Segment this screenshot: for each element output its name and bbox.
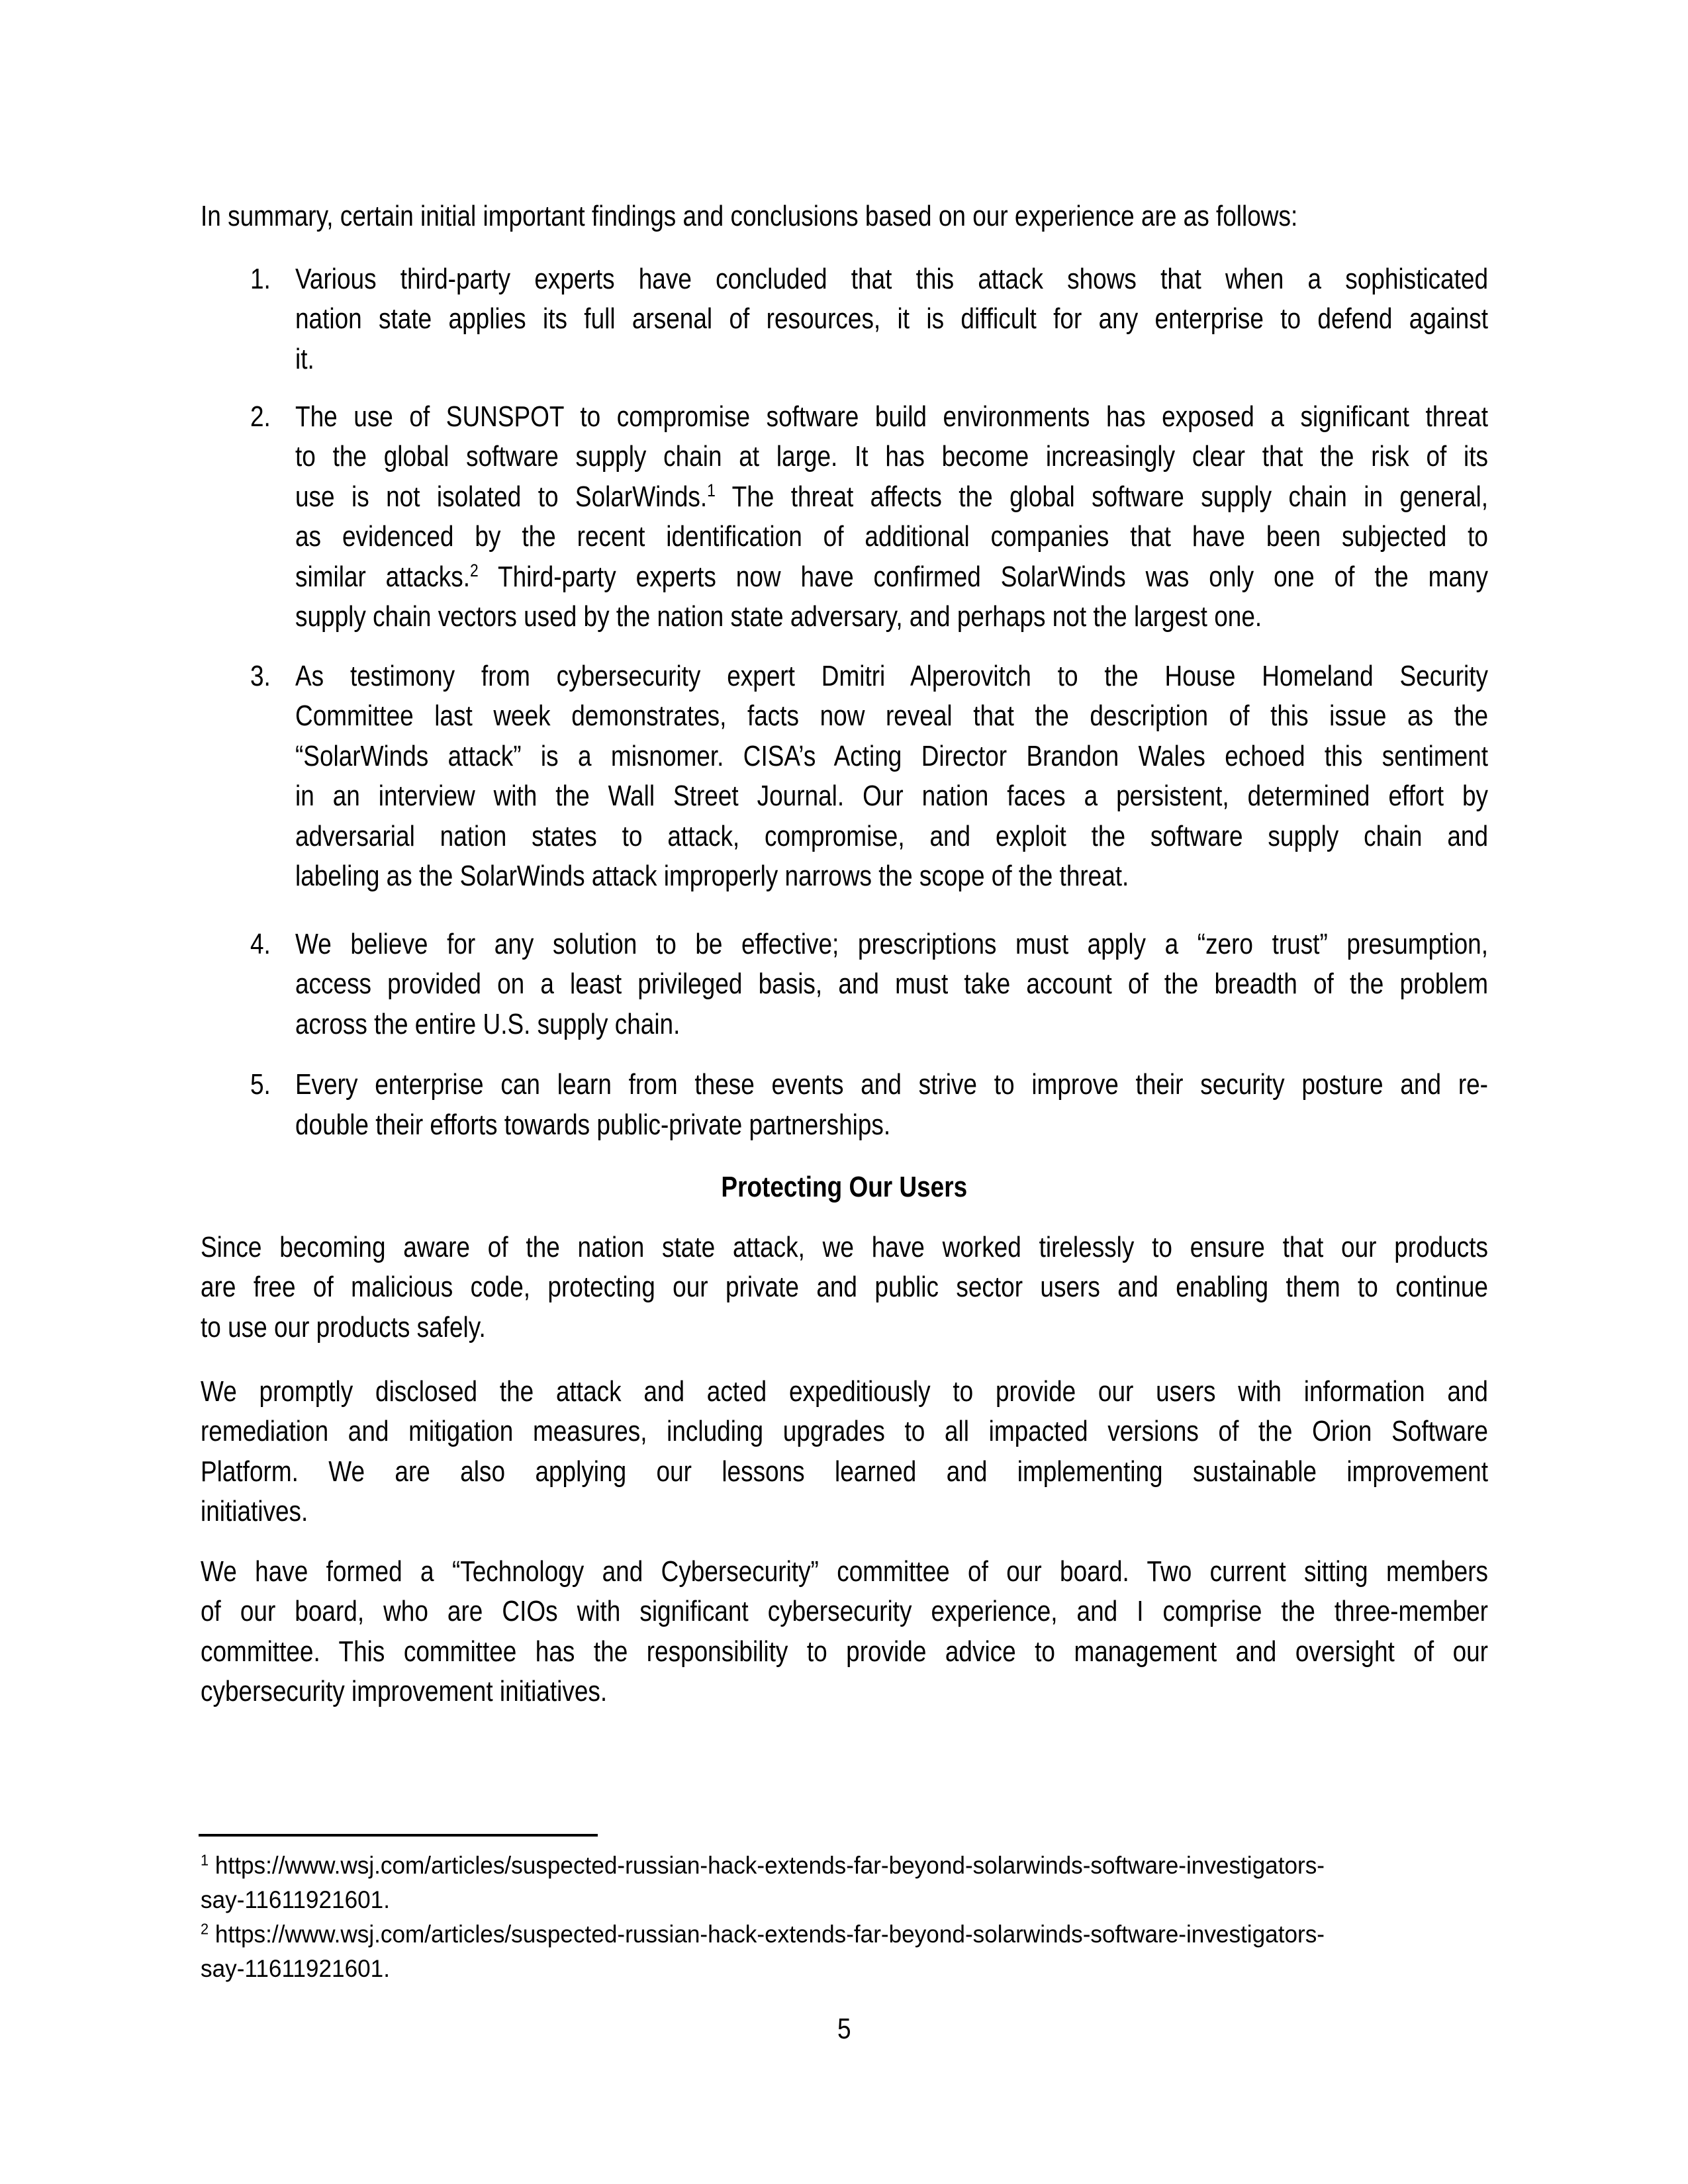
footnote-url-text: say-11611921601.: [201, 1886, 390, 1913]
footnote-line: [201, 1883, 1488, 1917]
text-line: [295, 925, 1488, 965]
footnote-line-content: [201, 1917, 1325, 1952]
text-line-content: Since becoming aware of the nation state attack, we have worked tirelessly to ensure that our products: [201, 1230, 1488, 1263]
text-segment: use is not isolated to SolarWinds.: [295, 480, 708, 513]
text-line: [295, 340, 1488, 380]
text-segment: The threat affects the global software supply chain in general,: [715, 480, 1489, 513]
list-item-text: [295, 259, 1488, 380]
text-line: [295, 477, 1488, 518]
text-line-content: Committee last week demonstrates, facts now reveal that the description of this issue as the: [295, 700, 1488, 732]
text-line-content: supply chain vectors used by the nation state adversary, and perhaps not the largest one.: [295, 600, 1262, 633]
list-item-text: [295, 925, 1488, 1045]
text-line: [295, 1065, 1488, 1105]
text-segment: Third-party experts now have confirmed SolarWinds was only one of the many: [478, 560, 1488, 593]
text-line-content: We promptly disclosed the attack and acted expeditiously to provide our users with information and: [201, 1375, 1488, 1408]
text-line-content: are free of malicious code, protecting our private and public sector users and enabling them to continue: [201, 1271, 1488, 1303]
footnote-marker: 1: [201, 1851, 209, 1869]
text-line: [295, 259, 1488, 300]
text-line: [295, 437, 1488, 477]
text-line-content: double their efforts towards public-private partnerships.: [295, 1108, 891, 1141]
text-line-content: labeling as the SolarWinds attack improperly narrows the scope of the threat.: [295, 860, 1129, 892]
list-item-text: [295, 397, 1488, 637]
footnote: [201, 1848, 1488, 1917]
text-line: [295, 299, 1488, 340]
paragraph: [201, 1552, 1488, 1712]
text-line: [201, 1228, 1488, 1268]
text-line-content: We have formed a “Technology and Cybersecurity” committee of our board. Two current sitting members: [201, 1555, 1488, 1588]
footnote-url-text: say-11611921601.: [201, 1955, 390, 1982]
text-line-content: As testimony from cybersecurity expert Dmitri Alperovitch to the House Homeland Security: [295, 659, 1488, 692]
footnote-line-content: [201, 1952, 390, 1986]
footnote-marker: 2: [201, 1920, 209, 1938]
text-line: [201, 1632, 1488, 1672]
text-line-content: cybersecurity improvement initiatives.: [201, 1675, 608, 1707]
footnote-line: [201, 1917, 1488, 1952]
text-line: [201, 1672, 1488, 1712]
text-line-content: Various third-party experts have concluded that this attack shows that when a sophisticated: [295, 262, 1488, 295]
page-number-text: 5: [837, 2013, 851, 2045]
list-item-text: [295, 657, 1488, 897]
text-line-content: “SolarWinds attack” is a misnomer. CISA’s Acting Director Brandon Wales echoed this sentiment: [295, 739, 1488, 772]
text-line-content: of our board, who are CIOs with significant cybersecurity experience, and I comprise the three-member: [201, 1595, 1488, 1627]
text-line-content: remediation and mitigation measures, including upgrades to all impacted versions of the Orion Software: [201, 1415, 1488, 1447]
text-line: [295, 517, 1488, 557]
text-line-content: adversarial nation states to attack, compromise, and exploit the software supply chain and: [295, 819, 1488, 852]
footnote-separator: [199, 1834, 598, 1837]
text-line: [295, 776, 1488, 817]
text-line: [201, 1412, 1488, 1452]
text-line: [201, 1492, 1488, 1532]
text-line: [201, 1552, 1488, 1592]
text-line-content: to use our products safely.: [201, 1310, 486, 1343]
text-line: [295, 964, 1488, 1005]
text-line-content: [295, 557, 1488, 598]
footnote-url-text: https://www.wsj.com/articles/suspected-russian-hack-extends-far-beyond-solarwinds-software-investigators-: [209, 1921, 1325, 1948]
text-line-content: to the global software supply chain at large. It has become increasingly clear that the risk of its: [295, 440, 1488, 473]
footnote-url-text: https://www.wsj.com/articles/suspected-russian-hack-extends-far-beyond-solarwinds-software-investigators-: [209, 1852, 1325, 1879]
paragraph: [201, 1228, 1488, 1348]
text-line-content: nation state applies its full arsenal of resources, it is difficult for any enterprise to defend against: [295, 302, 1488, 335]
text-line: [201, 197, 1488, 237]
text-line-content: [295, 477, 1488, 518]
paragraph: [201, 1372, 1488, 1532]
footnote-line-content: [201, 1848, 1325, 1883]
text-line: [295, 696, 1488, 737]
text-line-content: it.: [295, 342, 314, 375]
text-line: [295, 737, 1488, 777]
section-heading-text: Protecting Our Users: [721, 1171, 968, 1203]
text-line-content: The use of SUNSPOT to compromise software build environments has exposed a significant threat: [295, 400, 1488, 433]
footnote-line: [201, 1952, 1488, 1986]
text-line: [201, 1267, 1488, 1308]
text-line-content: We believe for any solution to be effective; prescriptions must apply a “zero trust” presumption,: [295, 927, 1488, 960]
page-number: [201, 2009, 1488, 2050]
text-line: [201, 1592, 1488, 1632]
text-line: [295, 856, 1488, 897]
text-line: [295, 397, 1488, 437]
text-line: [295, 557, 1488, 598]
section-heading: [201, 1167, 1488, 1208]
text-line-content: In summary, certain initial important findings and conclusions based on our experience are as follows:: [201, 200, 1298, 232]
footnote-reference: 2: [470, 559, 479, 580]
text-line: [295, 1105, 1488, 1146]
text-line-content: committee. This committee has the responsibility to provide advice to management and oversight of our: [201, 1635, 1488, 1668]
text-line: [295, 597, 1488, 637]
footnote-reference: 1: [707, 479, 716, 500]
footnote: [201, 1917, 1488, 1986]
list-item-number: 4.: [250, 927, 271, 960]
footnote-line-content: [201, 1883, 390, 1917]
text-line: [295, 1005, 1488, 1045]
text-line: [295, 657, 1488, 697]
list-item-text: [295, 1065, 1488, 1145]
text-line-content: Platform. We are also applying our lessons learned and implementing sustainable improvement: [201, 1455, 1488, 1488]
text-line: [201, 1308, 1488, 1348]
footnotes: [201, 1848, 1488, 1986]
footnote-line: [201, 1848, 1488, 1883]
text-line-content: access provided on a least privileged basis, and must take account of the breadth of the problem: [295, 968, 1488, 1000]
text-line: [201, 1372, 1488, 1412]
text-segment: similar attacks.: [295, 560, 471, 593]
text-line-content: as evidenced by the recent identification of additional companies that have been subjected to: [295, 520, 1488, 553]
text-line-content: in an interview with the Wall Street Journal. Our nation faces a persistent, determined effort by: [295, 780, 1488, 812]
list-item-number: 5.: [250, 1068, 271, 1101]
list-item-number: 2.: [250, 400, 271, 433]
list-item-number: 3.: [250, 659, 271, 692]
text-line: [201, 1452, 1488, 1492]
intro-paragraph: [201, 197, 1488, 237]
list-item-number: 1.: [250, 262, 271, 295]
text-line-content: initiatives.: [201, 1495, 308, 1527]
text-line-content: across the entire U.S. supply chain.: [295, 1007, 680, 1040]
text-line: [295, 817, 1488, 857]
text-line-content: Every enterprise can learn from these events and strive to improve their security posture and re-: [295, 1068, 1488, 1101]
